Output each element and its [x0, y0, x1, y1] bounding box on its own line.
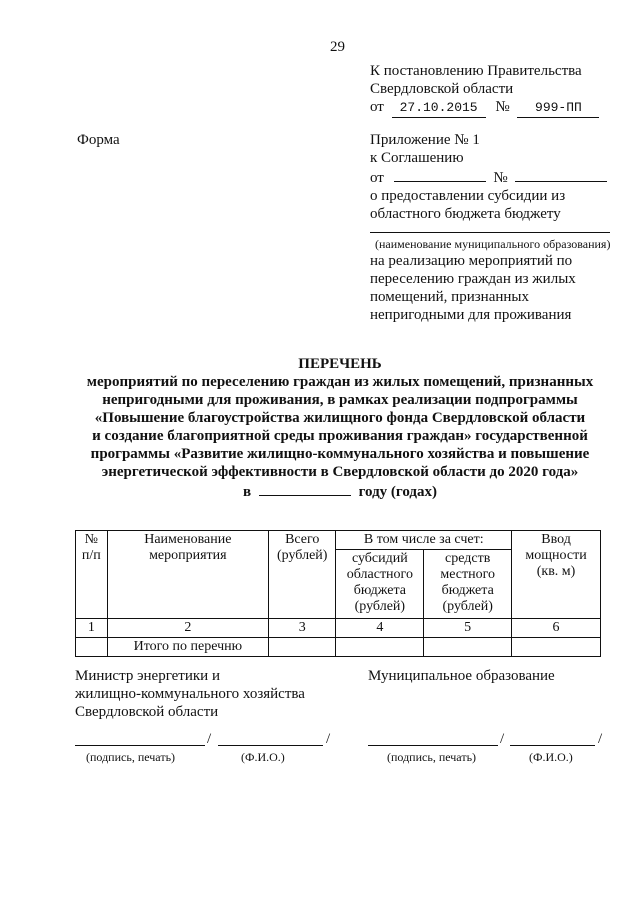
- header-name: Наименование мероприятия: [107, 531, 268, 619]
- title-line-5: программы «Развитие жилищно-коммунального хозяйства и повышение: [90, 446, 590, 462]
- appendix-block: [370, 131, 630, 223]
- resolution-date-row: [370, 98, 630, 118]
- table-cell: [76, 638, 108, 657]
- total-label: Итого по перечню: [107, 638, 268, 657]
- resolution-line-2: Свердловской области: [370, 81, 514, 97]
- slash: /: [500, 731, 505, 747]
- table-cell: 4: [336, 619, 424, 638]
- title-line-3: «Повышение благоустройства жилищного фонда Свердловской области: [94, 410, 586, 426]
- appendix-number-label: №: [493, 170, 508, 186]
- municipality-caption: (наименование муниципального образования): [375, 237, 611, 251]
- resolution-line-1: К постановлению Правительства: [370, 63, 582, 79]
- appendix-line-5: на реализацию мероприятий по: [370, 253, 573, 269]
- appendix-line-3: о предоставлении субсидии из: [370, 188, 566, 204]
- header-input: Ввод мощности (кв. м): [512, 531, 601, 619]
- minister-signatory: [75, 667, 355, 721]
- appendix-line-4: областного бюджета бюджету: [370, 206, 561, 222]
- slash: /: [598, 731, 603, 747]
- municipality-sign-caption: (подпись, печать): [387, 750, 477, 764]
- appendix-line-8: непригодными для проживания: [370, 307, 572, 323]
- title-heading: ПЕРЕЧЕНЬ: [298, 356, 382, 372]
- title-year-row: [60, 481, 620, 501]
- appendix-line-2: к Соглашению: [370, 150, 464, 166]
- header-local: средств местного бюджета (рублей): [424, 550, 512, 619]
- resolution-date: 27.10.2015: [392, 99, 486, 118]
- minister-title-3: Свердловской области: [75, 704, 219, 720]
- appendix-from-label: от: [370, 170, 384, 186]
- municipality-name-line: [510, 745, 595, 746]
- title-line-1: мероприятий по переселению граждан из жилых помещений, признанных: [86, 374, 594, 390]
- minister-signature-line: [75, 745, 205, 746]
- slash: /: [207, 731, 212, 747]
- appendix-line-7: помещений, признанных: [370, 289, 529, 305]
- table-header-row: [76, 531, 601, 550]
- header-group: В том числе за счет:: [336, 531, 512, 550]
- appendix-number-blank: [515, 167, 607, 182]
- document-title: [60, 355, 620, 501]
- page-number: 29: [330, 39, 345, 55]
- municipality-signatory: Муниципальное образование: [368, 668, 555, 684]
- header-regional: субсидий областного бюджета (рублей): [336, 550, 424, 619]
- year-suffix: году (годах): [358, 484, 438, 500]
- title-line-4: и создание благоприятной среды проживания граждан» государственной: [92, 428, 588, 444]
- resolution-number: 999-ПП: [517, 99, 599, 118]
- table-number-row: [76, 619, 601, 638]
- title-line-6: энергетической эффективности в Свердловской области до 2020 года»: [101, 464, 579, 480]
- appendix-purpose: [370, 252, 630, 324]
- appendix-line-6: переселению граждан из жилых: [370, 271, 576, 287]
- number-label: №: [495, 99, 510, 115]
- table-cell: [424, 638, 512, 657]
- minister-fio-caption: (Ф.И.О.): [241, 750, 285, 764]
- minister-title-2: жилищно-коммунального хозяйства: [75, 686, 305, 702]
- appendix-line-1: Приложение № 1: [370, 132, 480, 148]
- header-no: № п/п: [76, 531, 108, 619]
- from-label: от: [370, 99, 384, 115]
- table-cell: [269, 638, 336, 657]
- resolution-reference: [370, 62, 630, 118]
- activities-table: [75, 530, 601, 657]
- year-prefix: в: [242, 484, 252, 500]
- table-cell: 2: [107, 619, 268, 638]
- table-cell: 1: [76, 619, 108, 638]
- year-blank: [259, 481, 351, 496]
- table-cell: [512, 638, 601, 657]
- header-total: Всего (рублей): [269, 531, 336, 619]
- table-cell: [336, 638, 424, 657]
- table-cell: 3: [269, 619, 336, 638]
- table-total-row: [76, 638, 601, 657]
- minister-sign-caption: (подпись, печать): [86, 750, 176, 764]
- minister-name-line: [218, 745, 323, 746]
- slash: /: [326, 731, 331, 747]
- municipality-fio-caption: (Ф.И.О.): [529, 750, 573, 764]
- table-cell: 5: [424, 619, 512, 638]
- appendix-date-row: [370, 167, 630, 187]
- title-line-2: непригодными для проживания, в рамках реализации подпрограммы: [102, 392, 578, 408]
- municipality-signature-line: [368, 745, 498, 746]
- table-cell: 6: [512, 619, 601, 638]
- appendix-date-blank: [394, 167, 486, 182]
- form-label: Форма: [77, 132, 120, 148]
- minister-title-1: Министр энергетики и: [75, 668, 220, 684]
- municipality-name-blank: [370, 232, 610, 233]
